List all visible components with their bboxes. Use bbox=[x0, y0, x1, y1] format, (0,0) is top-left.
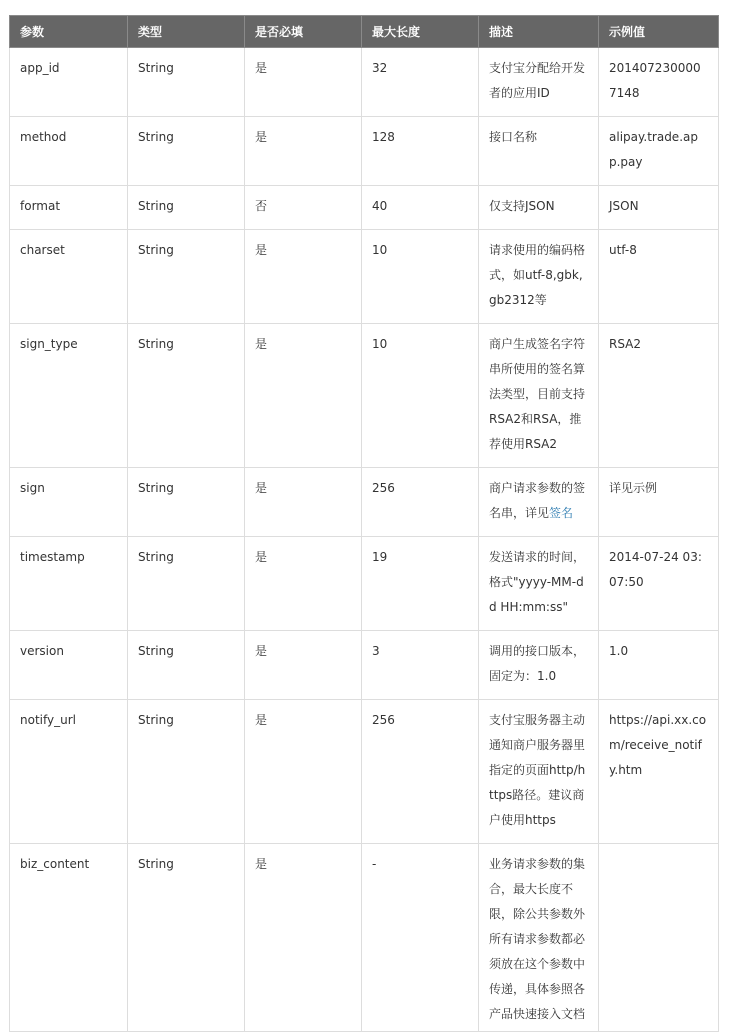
signature-link[interactable]: 签名 bbox=[549, 506, 574, 520]
table-row bbox=[10, 468, 719, 537]
cell-required: 是 bbox=[245, 537, 362, 631]
cell-description: 仅支持JSON bbox=[479, 186, 599, 230]
table-row bbox=[10, 230, 719, 324]
cell-required: 是 bbox=[245, 117, 362, 186]
cell-description: 支付宝分配给开发者的应用ID bbox=[479, 48, 599, 117]
cell-max-length: - bbox=[362, 844, 479, 1032]
cell-example: 1.0 bbox=[599, 631, 719, 700]
cell-example: JSON bbox=[599, 186, 719, 230]
cell-type: String bbox=[128, 468, 245, 537]
header-required: 是否必填 bbox=[245, 16, 362, 48]
cell-max-length: 128 bbox=[362, 117, 479, 186]
cell-type: String bbox=[128, 186, 245, 230]
cell-param: app_id bbox=[10, 48, 128, 117]
table-row bbox=[10, 48, 719, 117]
cell-required: 是 bbox=[245, 468, 362, 537]
cell-param: biz_content bbox=[10, 844, 128, 1032]
description-text: 商户请求参数的签名串，详见 bbox=[489, 481, 586, 520]
cell-param: sign_type bbox=[10, 324, 128, 468]
cell-param: format bbox=[10, 186, 128, 230]
cell-param: timestamp bbox=[10, 537, 128, 631]
header-max-length: 最大长度 bbox=[362, 16, 479, 48]
cell-required: 是 bbox=[245, 844, 362, 1032]
cell-type: String bbox=[128, 48, 245, 117]
cell-max-length: 10 bbox=[362, 230, 479, 324]
cell-max-length: 19 bbox=[362, 537, 479, 631]
table-row bbox=[10, 844, 719, 1032]
cell-description: 接口名称 bbox=[479, 117, 599, 186]
header-example: 示例值 bbox=[599, 16, 719, 48]
cell-required: 是 bbox=[245, 324, 362, 468]
table-row bbox=[10, 186, 719, 230]
cell-param: notify_url bbox=[10, 700, 128, 844]
header-type: 类型 bbox=[128, 16, 245, 48]
cell-example: RSA2 bbox=[599, 324, 719, 468]
cell-description: 发送请求的时间，格式"yyyy-MM-dd HH:mm:ss" bbox=[479, 537, 599, 631]
table-row bbox=[10, 700, 719, 844]
cell-type: String bbox=[128, 700, 245, 844]
cell-example: 2014072300007148 bbox=[599, 48, 719, 117]
cell-description: 支付宝服务器主动通知商户服务器里指定的页面http/https路径。建议商户使用https bbox=[479, 700, 599, 844]
cell-max-length: 3 bbox=[362, 631, 479, 700]
table-row bbox=[10, 631, 719, 700]
table-row bbox=[10, 117, 719, 186]
cell-type: String bbox=[128, 324, 245, 468]
cell-max-length: 10 bbox=[362, 324, 479, 468]
cell-example bbox=[599, 844, 719, 1032]
cell-required: 否 bbox=[245, 186, 362, 230]
cell-description: 业务请求参数的集合，最大长度不限，除公共参数外所有请求参数都必须放在这个参数中传递，具体参照各产品快速接入文档 bbox=[479, 844, 599, 1032]
table-row bbox=[10, 537, 719, 631]
cell-type: String bbox=[128, 844, 245, 1032]
cell-max-length: 256 bbox=[362, 468, 479, 537]
request-params-table bbox=[9, 15, 719, 1032]
cell-example: 2014-07-24 03:07:50 bbox=[599, 537, 719, 631]
cell-max-length: 256 bbox=[362, 700, 479, 844]
cell-description bbox=[479, 468, 599, 537]
cell-type: String bbox=[128, 230, 245, 324]
cell-example: alipay.trade.app.pay bbox=[599, 117, 719, 186]
cell-max-length: 32 bbox=[362, 48, 479, 117]
cell-type: String bbox=[128, 537, 245, 631]
cell-description: 商户生成签名字符串所使用的签名算法类型，目前支持RSA2和RSA，推荐使用RSA2 bbox=[479, 324, 599, 468]
cell-param: method bbox=[10, 117, 128, 186]
cell-required: 是 bbox=[245, 230, 362, 324]
cell-description: 请求使用的编码格式，如utf-8,gbk,gb2312等 bbox=[479, 230, 599, 324]
cell-param: sign bbox=[10, 468, 128, 537]
cell-max-length: 40 bbox=[362, 186, 479, 230]
cell-description: 调用的接口版本，固定为：1.0 bbox=[479, 631, 599, 700]
cell-example: 详见示例 bbox=[599, 468, 719, 537]
cell-example: utf-8 bbox=[599, 230, 719, 324]
cell-required: 是 bbox=[245, 700, 362, 844]
cell-param: charset bbox=[10, 230, 128, 324]
header-description: 描述 bbox=[479, 16, 599, 48]
cell-required: 是 bbox=[245, 631, 362, 700]
cell-type: String bbox=[128, 117, 245, 186]
table-row bbox=[10, 324, 719, 468]
cell-example: https://api.xx.com/receive_notify.htm bbox=[599, 700, 719, 844]
cell-type: String bbox=[128, 631, 245, 700]
cell-required: 是 bbox=[245, 48, 362, 117]
header-param: 参数 bbox=[10, 16, 128, 48]
table-header-row bbox=[10, 16, 719, 48]
cell-param: version bbox=[10, 631, 128, 700]
